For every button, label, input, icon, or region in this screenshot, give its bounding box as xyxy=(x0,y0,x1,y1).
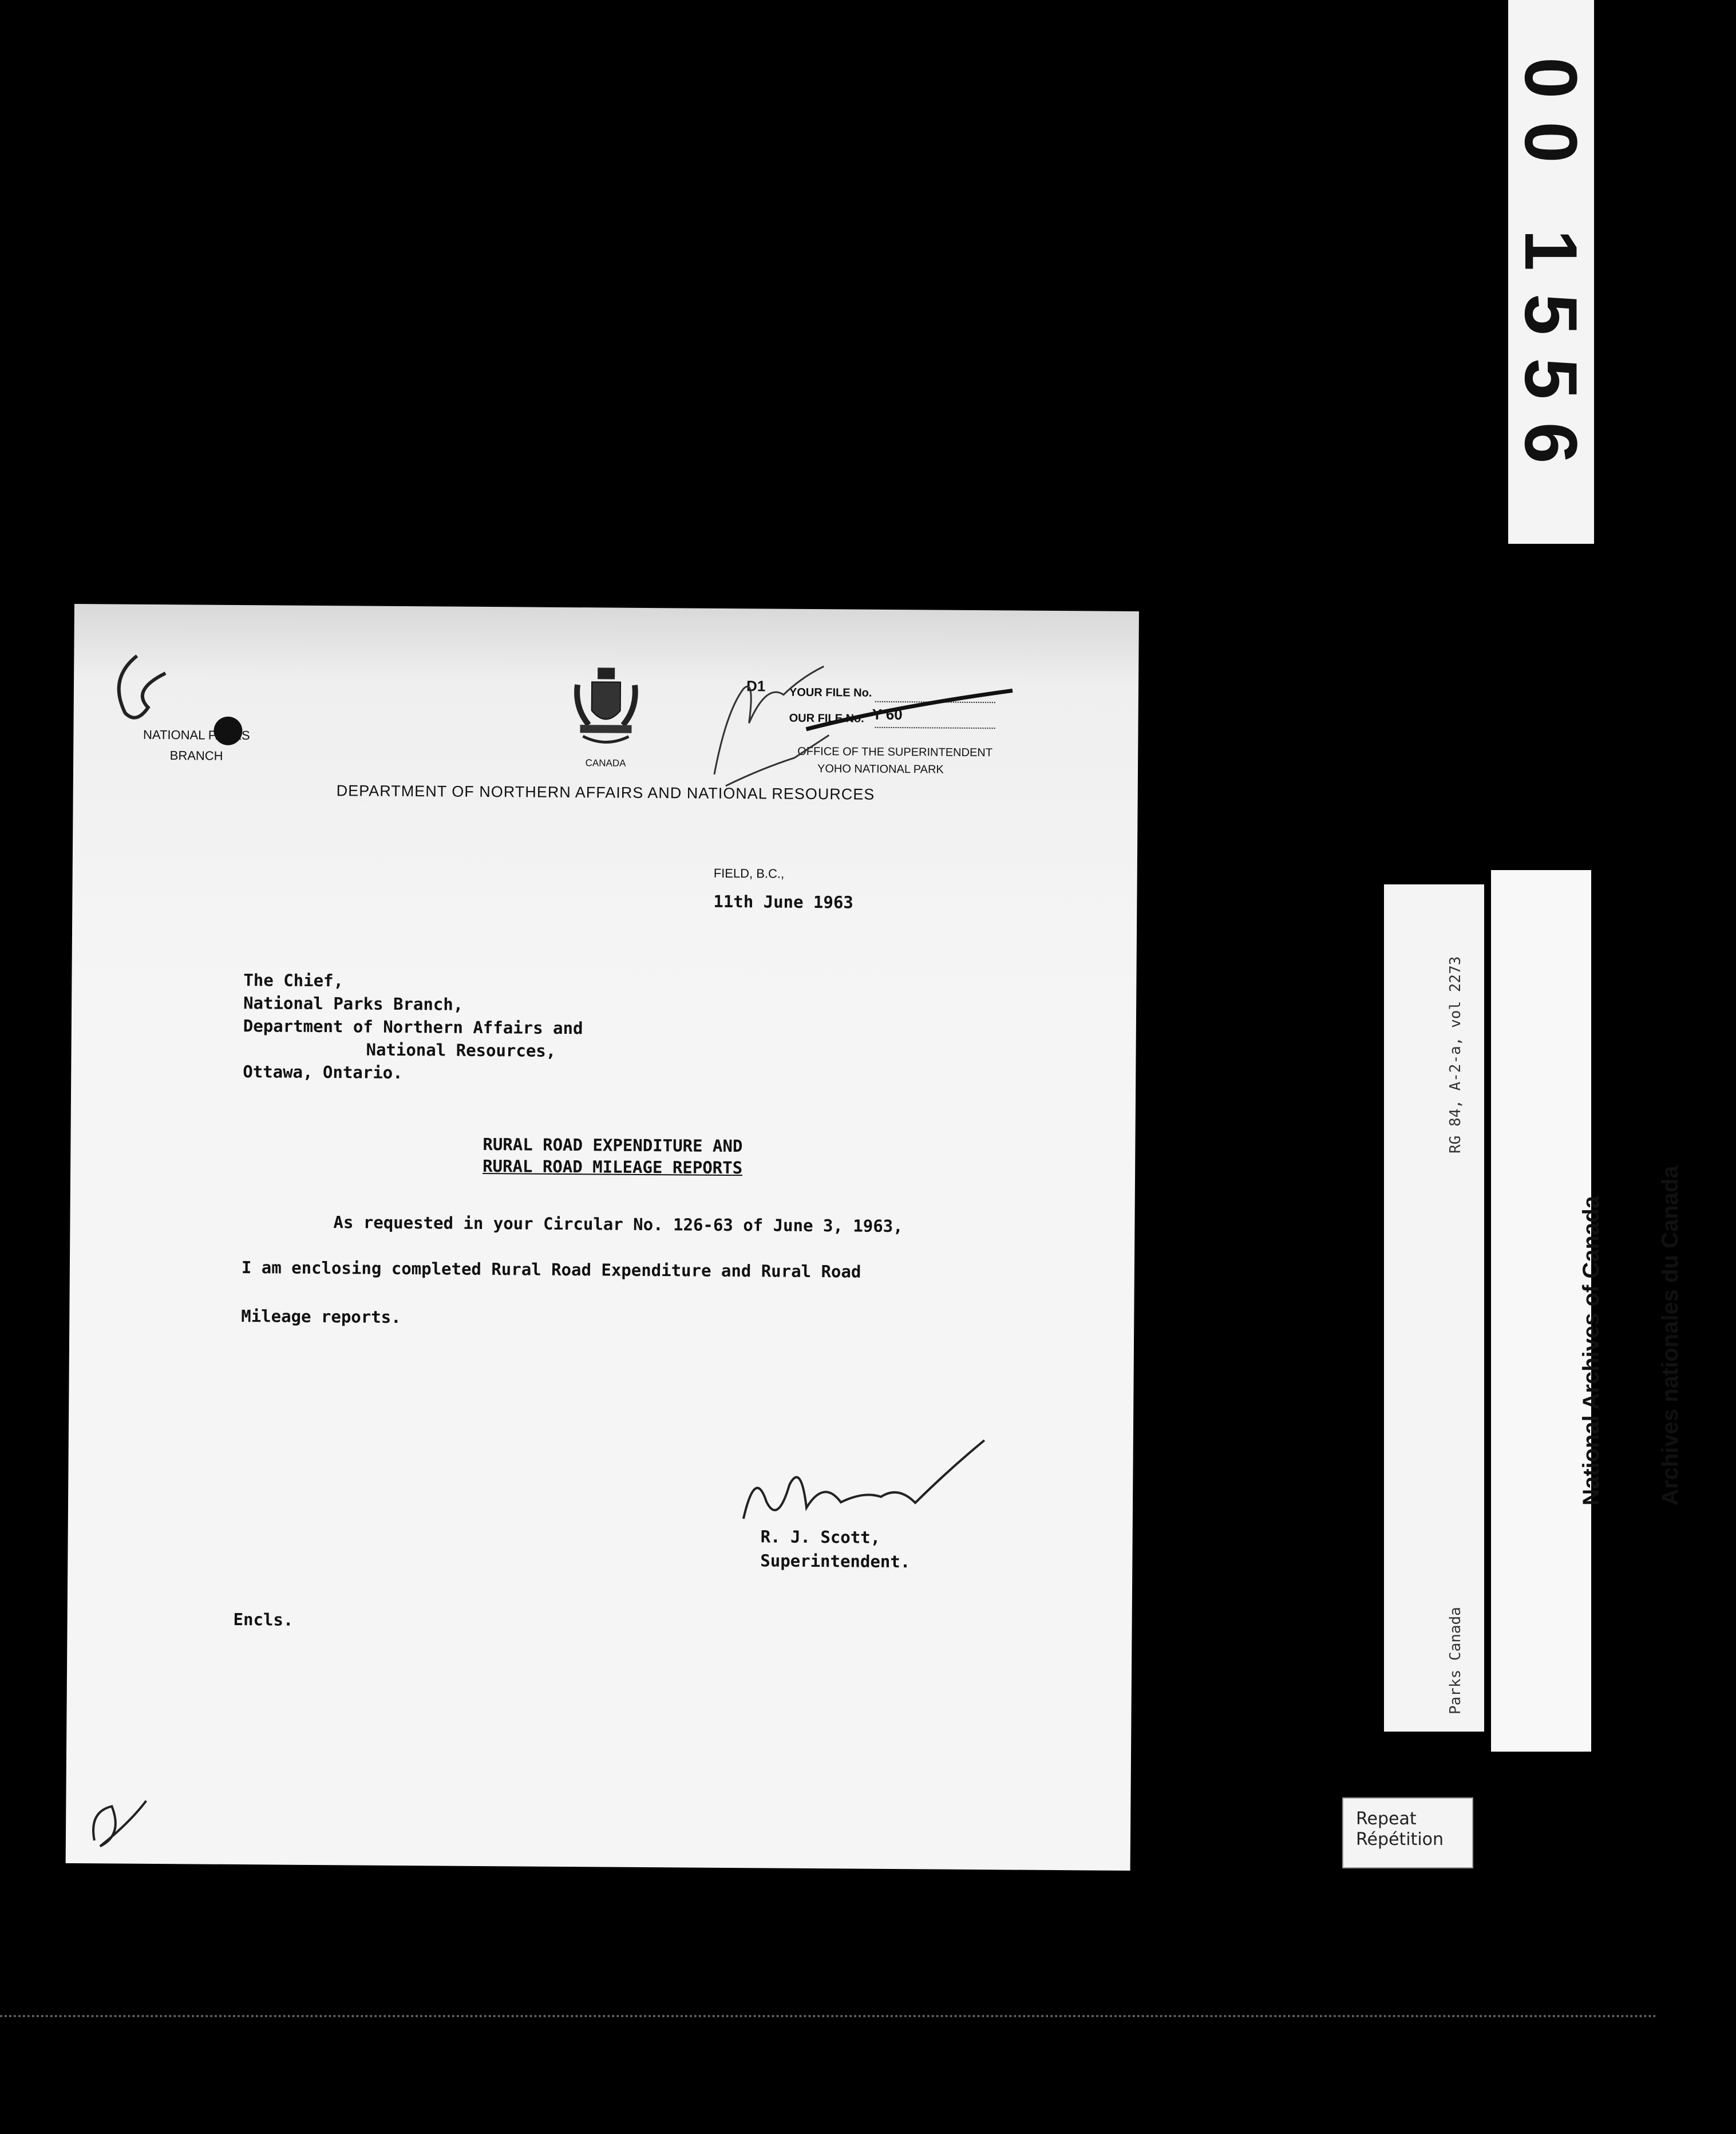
department-heading: DEPARTMENT OF NORTHERN AFFAIRS AND NATIONAL RESOURCES xyxy=(336,782,875,803)
reference-line-1: RG 84, A-2-a, vol 2273 xyxy=(1447,956,1464,1153)
our-file-value: Y 60 xyxy=(872,705,903,724)
film-edge xyxy=(0,2015,1658,2017)
source-en: Parks Canada xyxy=(1447,1607,1464,1714)
repeat-en: Repeat xyxy=(1356,1809,1417,1829)
frame-number: 00 1556 xyxy=(1509,57,1593,487)
branch-logo-icon xyxy=(96,644,211,730)
repeat-fr: Répétition xyxy=(1356,1829,1444,1850)
address-line: Ottawa, Ontario. xyxy=(243,1062,403,1083)
address-line: National Resources, xyxy=(366,1040,556,1061)
place: FIELD, B.C., xyxy=(713,866,785,881)
branch-line-1: NATIONAL PARKS xyxy=(143,727,250,743)
archives-label xyxy=(1491,870,1683,1752)
archives-fr: Archives nationales du Canada xyxy=(1658,1165,1683,1505)
frame-number-strip xyxy=(1508,0,1594,544)
signer-title: Superintendent. xyxy=(760,1551,911,1572)
repeat-text xyxy=(1343,1799,1472,1850)
reference-label xyxy=(1384,884,1484,1732)
subject-line-2: RURAL ROAD MILEAGE REPORTS xyxy=(483,1156,743,1178)
branch-name xyxy=(139,728,254,764)
letter-date: 11th June 1963 xyxy=(713,891,853,912)
address-line: Department of Northern Affairs and xyxy=(243,1016,583,1038)
body-line-3: Mileage reports. xyxy=(241,1306,401,1327)
signature-block xyxy=(760,1524,910,1574)
file-prefix: D1 xyxy=(746,677,766,695)
initials-icon xyxy=(77,1789,164,1858)
subject xyxy=(483,1133,742,1179)
body-line-1: As requested in your Circular No. 126-63 of June 3, 1963, xyxy=(333,1212,903,1236)
address-line: National Parks Branch, xyxy=(243,993,464,1014)
crest-caption: CANADA xyxy=(585,757,626,769)
repeat-label xyxy=(1342,1797,1473,1868)
address-line: The Chief, xyxy=(243,970,344,991)
archives-en: National Archives of Canada xyxy=(1579,1196,1604,1505)
our-file-label: OUR FILE No. xyxy=(789,712,864,725)
branch-line-2: BRANCH xyxy=(169,748,223,763)
your-file-label: YOUR FILE No. xyxy=(789,686,872,700)
handwritten-annotation-icon xyxy=(691,643,1036,805)
signer-name: R. J. Scott, xyxy=(760,1527,881,1547)
body-line-2: I am enclosing completed Rural Road Expenditure and Rural Road xyxy=(241,1258,861,1282)
office-line-2: YOHO NATIONAL PARK xyxy=(817,762,944,776)
subject-line-1: RURAL ROAD EXPENDITURE AND xyxy=(483,1135,743,1156)
archives-text xyxy=(1525,1165,1736,1505)
office-line-1: OFFICE OF THE SUPERINTENDENT xyxy=(797,745,993,760)
recipient-address xyxy=(243,969,583,1085)
letter-page xyxy=(66,604,1139,1871)
canada-coat-of-arms-icon xyxy=(571,667,640,754)
enclosures: Encls. xyxy=(233,1609,294,1630)
